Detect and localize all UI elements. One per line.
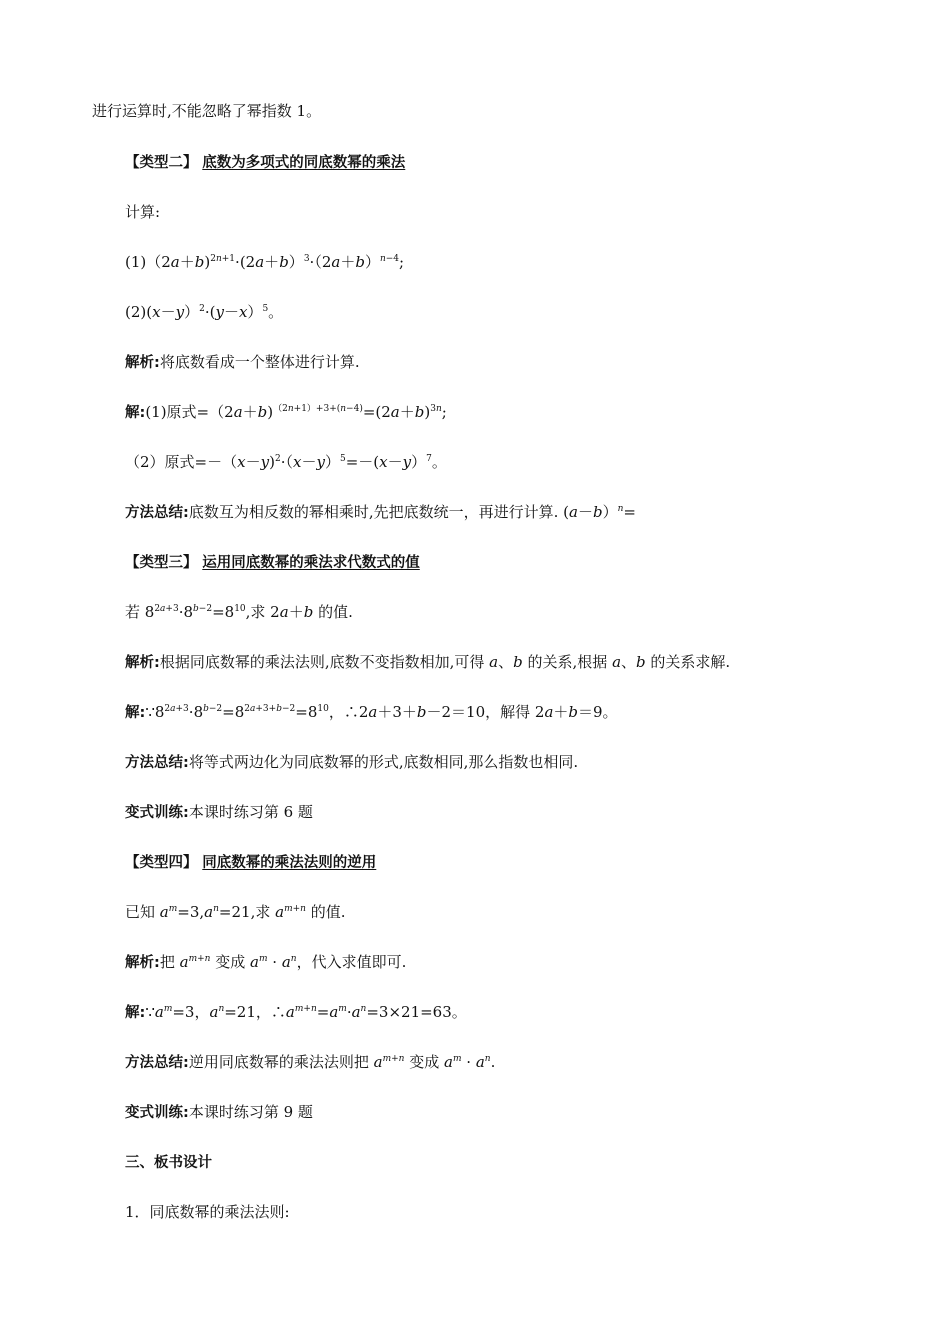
problem-4: 已知 $a^m=3,a^n=21$,求 $a^{m+n}$ 的值. (125, 903, 346, 921)
list-item: 1．同底数幂的乘法法则: (125, 1203, 290, 1221)
method-line: 方法总结:底数互为相反数的幂相乘时,先把底数统一，再进行计算. (a－b）$^n$= (125, 503, 636, 521)
calc-label: 计算: (125, 203, 161, 221)
paragraph-text: 进行运算时,不能忽略了幂指数 1。 (92, 102, 322, 120)
method-line: 方法总结:逆用同底数幂的乘法法则把 $a^{m+n}$ 变成 $a^m \cdot a^n$. (125, 1053, 496, 1071)
analysis-line: 解析:将底数看成一个整体进行计算. (125, 353, 360, 371)
text-line (92, 100, 910, 122)
method-line: 方法总结:将等式两边化为同底数幂的形式,底数相同,那么指数也相同. (125, 753, 579, 771)
type-title: 底数为多项式的同底数幂的乘法 (202, 155, 406, 171)
analysis-line: 解析:根据同底数幂的乘法法则,底数不变指数相加,可得 a、b 的关系,根据 a、b 的关系求解. (125, 653, 731, 671)
solution-2: （2）原式$=-(x-y)^2\cdot(x-y)^5=-(x-y)^7$。 (125, 453, 447, 471)
solution-1: 解:(1)原式$=(2a+b)^{(2n+1)+3+(n-4)}=(2a+b)^{3n}$; (125, 403, 447, 421)
analysis-line: 解析:把 $a^{m+n}$ 变成 $a^m \cdot a^n$，代入求值即可. (125, 953, 407, 971)
section-heading: 三、板书设计 (125, 1155, 212, 1171)
text-line (125, 201, 910, 223)
type3-heading: 【类型三】 运用同底数幂的乘法求代数式的值 (125, 555, 420, 571)
variant-line: 变式训练:本课时练习第 6 题 (125, 803, 313, 821)
type-bracket: 【类型二】 (125, 155, 198, 171)
problem-2: (2)(x－y）$^2$·(y－x）$^5$。 (125, 303, 284, 321)
problem-3: 若 $8^{2a+3}\cdot 8^{b-2}=8^{10}$,求 2a＋b 的值. (125, 603, 353, 621)
solution-4: 解$:\because a^m=3$，$a^n=21$，$\therefore a^{m+n}=a^m\cdot a^n=3\times 21=63$。 (125, 1003, 467, 1021)
type4-heading: 【类型四】 同底数幂的乘法法则的逆用 (125, 855, 377, 871)
problem-1: $(1)(2a+b)^{2n+1}\cdot(2a+b)^3\cdot(2a+b)^{n-4}$; (125, 253, 405, 271)
variant-line: 变式训练:本课时练习第 9 题 (125, 1103, 313, 1121)
type2-heading (125, 151, 910, 174)
solution-3: 解$:\because 8^{2a+3}\cdot 8^{b-2}=8^{2a+3+b-2}=8^{10}$，∴2a＋3＋b－2＝10，解得 2a＋b＝9。 (125, 703, 618, 721)
